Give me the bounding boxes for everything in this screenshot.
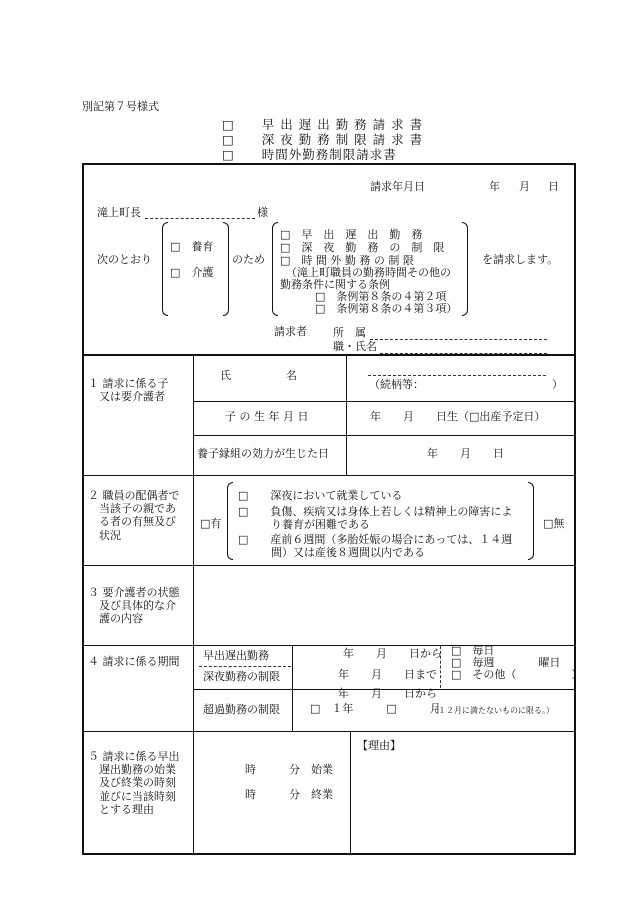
period-from-field[interactable]: 年 月 日から [343, 647, 442, 660]
relation-field[interactable]: （続柄等： [369, 378, 424, 391]
overtime-period-options[interactable]: □ １年 □ 月 [310, 702, 441, 715]
birthdate-label: 子 の 生 年 月 日 [225, 410, 309, 423]
spouse-none-checkbox[interactable]: □無 [543, 517, 565, 530]
freq-daily[interactable]: □ 毎日 [451, 644, 495, 657]
title-early-late: □ 早 出 遅 出 勤 務 請 求 書 [222, 117, 424, 132]
for-label: のため [232, 253, 265, 266]
name-column-label: 氏 名 [220, 369, 297, 382]
section5-label: ５ 請求に係る早出 遅出勤務の始業 及び終業の時刻 並びに当該時刻 とする理由 [88, 750, 180, 816]
night-limit-label: 深夜勤務の制限 [203, 670, 280, 683]
reason-field[interactable] [357, 758, 567, 848]
end-time-field[interactable]: 時 分 終業 [245, 788, 333, 801]
start-time-field[interactable]: 時 分 始業 [245, 763, 333, 776]
reason-label: 【理由】 [357, 739, 401, 752]
overtime-limit-label: 超過勤務の制限 [203, 703, 280, 716]
ordinance-note-2: 勤務条件に関する条例 [280, 278, 390, 291]
sama-label: 様 [257, 206, 268, 219]
birthdate-field[interactable]: 年 月 日生（□出産予定日） [370, 410, 546, 423]
form-number: 別記第７号様式 [82, 100, 159, 113]
early-late-work-label: 早出遅出勤務 [203, 649, 269, 662]
spouse-night-work[interactable]: □ 深夜において就業している [238, 489, 403, 502]
option-childcare[interactable]: □ 養育 [170, 240, 214, 253]
adoption-date-field[interactable]: 年 月 日 [427, 447, 504, 460]
date-year: 年 [489, 180, 500, 193]
freq-other[interactable]: □ その他（ ） [451, 668, 583, 681]
title-overtime-limit: □ 時間外勤務制限請求書 [222, 147, 397, 162]
title-night-limit: □ 深 夜 勤 務 制 限 請 求 書 [222, 132, 424, 147]
spouse-injury-illness[interactable]: □ 負傷、疾病又は身体上若しくは精神上の障害によ り養育が困難である [238, 505, 513, 532]
option-nursing-care[interactable]: □ 介護 [170, 266, 214, 279]
care-details-field[interactable] [200, 572, 570, 638]
section3-label: ３ 要介護者の状態 及び具体的な介 護の内容 [88, 586, 180, 626]
overtime-from-field[interactable]: 年 月 日から [338, 687, 437, 700]
spouse-maternity[interactable]: □ 産前６週間（多胎妊娠の場合にあっては、１４週 間）又は産後８週間以内である [238, 533, 513, 560]
option-overtime-limit[interactable]: □ 時 間 外 勤 務 の 制 限 [280, 254, 414, 267]
spouse-exists-checkbox[interactable]: □有 [200, 517, 222, 530]
intro-text: 次のとおり [97, 253, 152, 266]
option-early-late-work[interactable]: □ 早 出 遅 出 勤 務 [280, 228, 423, 241]
section4-label: ４ 請求に係る期間 [88, 655, 180, 668]
section1-label: １ 請求に係る子 又は要介護者 [88, 377, 169, 404]
name-label: 職・氏名 [333, 340, 377, 353]
adoption-date-label: 養子縁組の効力が生じた日 [197, 447, 329, 460]
addressee: 滝上町長 [97, 206, 141, 219]
date-month: 月 [519, 180, 530, 193]
option-article-8-4-3[interactable]: □ 条例第８条の４第３項） [315, 302, 458, 315]
request-date-label: 請求年月日 [370, 180, 425, 193]
relation-close: ） [552, 378, 563, 391]
option-night-limit[interactable]: □ 深 夜 勤 務 の 制 限 [280, 241, 445, 254]
requester-label: 請求者 [274, 325, 307, 338]
ordinance-note-1: （滝上町職員の勤務時間その他の [286, 266, 451, 279]
freq-weekly[interactable]: □ 毎週 曜日 [451, 656, 561, 669]
affiliation-label: 所 属 [333, 326, 366, 339]
option-article-8-4-2[interactable]: □ 条例第８条の４第２項 [315, 290, 447, 303]
overtime-note: （１２月に満たないものに限る。） [430, 706, 554, 715]
request-suffix: を請求します。 [482, 253, 559, 266]
period-until-field[interactable]: 年 月 日まで [338, 668, 437, 681]
section2-label: ２ 職員の配偶者で 当該子の親であ る者の有無及び 状況 [88, 489, 180, 542]
date-day: 日 [548, 180, 559, 193]
